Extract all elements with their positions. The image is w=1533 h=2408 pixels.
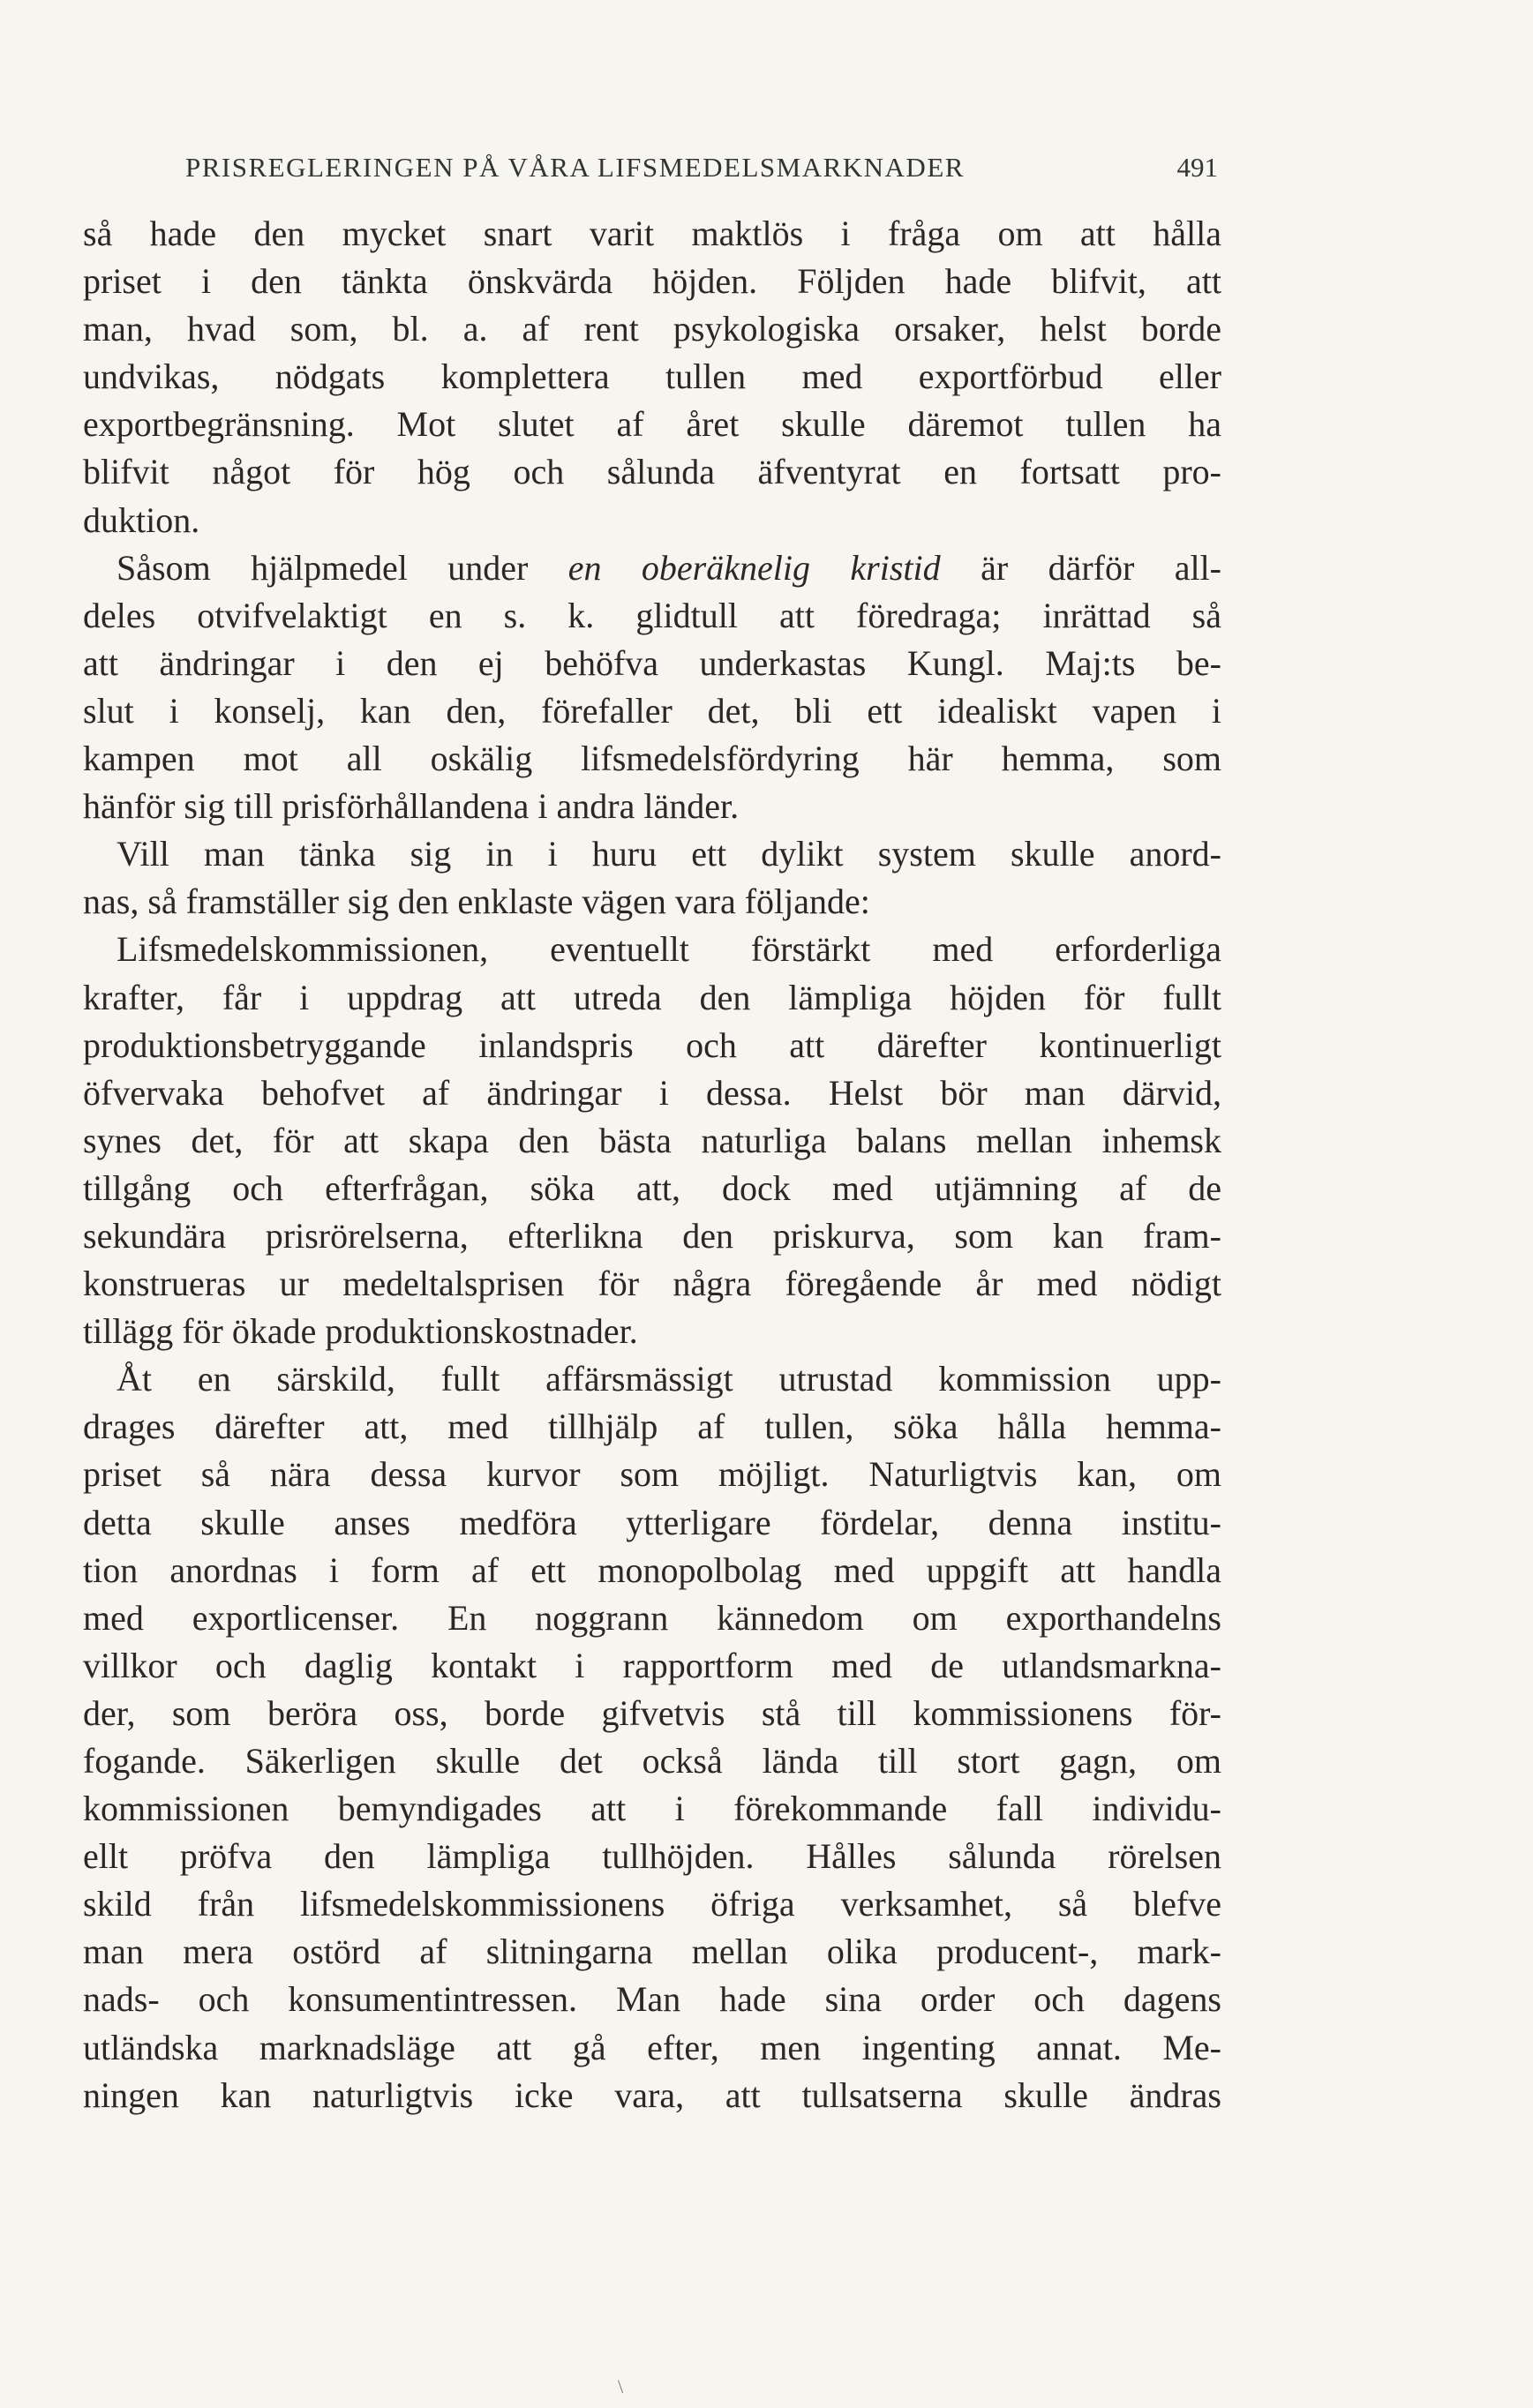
page-number: 491 (1176, 152, 1218, 183)
text-line: produktionsbetryggande inlandspris och att därefter kontinuerligt (83, 1024, 1221, 1065)
text-line: tillgång och efterfrågan, söka att, dock med utjämning af de (83, 1167, 1221, 1208)
text-line: nads- och konsumentintressen. Man hade sina order och dagens (83, 1979, 1221, 2020)
text-line: konstrueras ur medeltalsprisen för några föregående år med nödigt (83, 1264, 1221, 1304)
text-line: krafter, får i uppdrag att utreda den lämpliga höjden för fullt (83, 977, 1221, 1017)
text-line: man mera ostörd af slitningarna mellan olika producent-, mark- (83, 1932, 1221, 1972)
page-header (185, 152, 1218, 196)
text-line: slut i konselj, kan den, förefaller det, bli ett idealiskt vapen i (83, 690, 1221, 731)
text-line: villkor och daglig kontakt i rapportform med de utlandsmarkna- (83, 1645, 1221, 1685)
text-line: skild från lifsmedelskommissionens öfriga verksamhet, så blefve (83, 1884, 1221, 1924)
text-line: med exportlicenser. En noggrann kännedom om exporthandelns (83, 1597, 1221, 1638)
text-line: tillägg för ökade produktionskostnader. (83, 1311, 638, 1352)
text-line: utländska marknadsläge att gå efter, men ingenting annat. Me- (83, 2027, 1221, 2067)
text-line: blifvit något för hög och sålunda äfventyrat en fortsatt pro- (83, 452, 1221, 492)
text-span: Såsom hjälpmedel under (116, 547, 568, 588)
text-line: synes det, för att skapa den bästa naturliga balans mellan inhemsk (83, 1120, 1221, 1160)
text-span: är därför all- (940, 547, 1222, 588)
text-line: kampen mot all oskälig lifsmedelsfördyring här hemma, som (83, 739, 1221, 779)
text-line: hänför sig till prisförhållandena i andra länder. (83, 786, 740, 827)
text-line: kommissionen bemyndigades att i förekommande fall individu- (83, 1789, 1221, 1829)
footer-mark: \ (618, 2375, 624, 2397)
text-line: fogande. Säkerligen skulle det också lända till stort gagn, om (83, 1741, 1221, 1781)
text-line: att ändringar i den ej behöfva underkastas Kungl. Maj:ts be- (83, 642, 1221, 683)
text-line: man, hvad som, bl. a. af rent psykologiska orsaker, helst borde (83, 309, 1221, 349)
text-line: exportbegränsning. Mot slutet af året skulle däremot tullen ha (83, 404, 1221, 445)
text-line: drages därefter att, med tillhjälp af tullen, söka hålla hemma- (83, 1407, 1221, 1447)
text-line: duktion. (83, 499, 200, 540)
text-line: tion anordnas i form af ett monopolbolag med uppgift att handla (83, 1549, 1221, 1590)
text-line: priset så nära dessa kurvor som möjligt. Naturligtvis kan, om (83, 1454, 1221, 1495)
running-title: PRISREGLERINGEN PÅ VÅRA LIFSMEDELSMARKNADER (185, 152, 965, 183)
text-line: öfvervaka behofvet af ändringar i dessa. Helst bör man därvid, (83, 1072, 1221, 1113)
text-line: der, som beröra oss, borde gifvetvis stå till kommissionens för- (83, 1692, 1221, 1733)
text-line: Vill man tänka sig in i huru ett dylikt system skulle anord- (116, 834, 1221, 874)
text-line: nas, så framställer sig den enklaste vägen vara följande: (83, 881, 870, 922)
text-line: Lifsmedelskommissionen, eventuellt förstärkt med erforderliga (116, 929, 1221, 970)
text-line: ellt pröfva den lämpliga tullhöjden. Hålles sålunda rörelsen (83, 1836, 1221, 1877)
text-line: Åt en särskild, fullt affärsmässigt utrustad kommission upp- (116, 1359, 1221, 1399)
text-line: priset i den tänkta önskvärda höjden. Följden hade blifvit, att (83, 261, 1221, 302)
body-text (83, 210, 1221, 2119)
text-line: undvikas, nödgats komplettera tullen med exportförbud eller (83, 356, 1221, 397)
text-line: ningen kan naturligtvis icke vara, att tullsatserna skulle ändras (83, 2074, 1221, 2115)
italic-phrase: en oberäknelig kristid (567, 547, 941, 588)
text-line: så hade den mycket snart varit maktlös i fråga om att hålla (83, 214, 1221, 253)
text-line: sekundära prisrörelserna, efterlikna den priskurva, som kan fram- (83, 1215, 1221, 1256)
text-line: deles otvifvelaktigt en s. k. glidtull att föredraga; inrättad så (83, 595, 1221, 635)
text-line (83, 544, 1221, 592)
text-line: detta skulle anses medföra ytterligare fördelar, denna institu- (83, 1502, 1221, 1542)
